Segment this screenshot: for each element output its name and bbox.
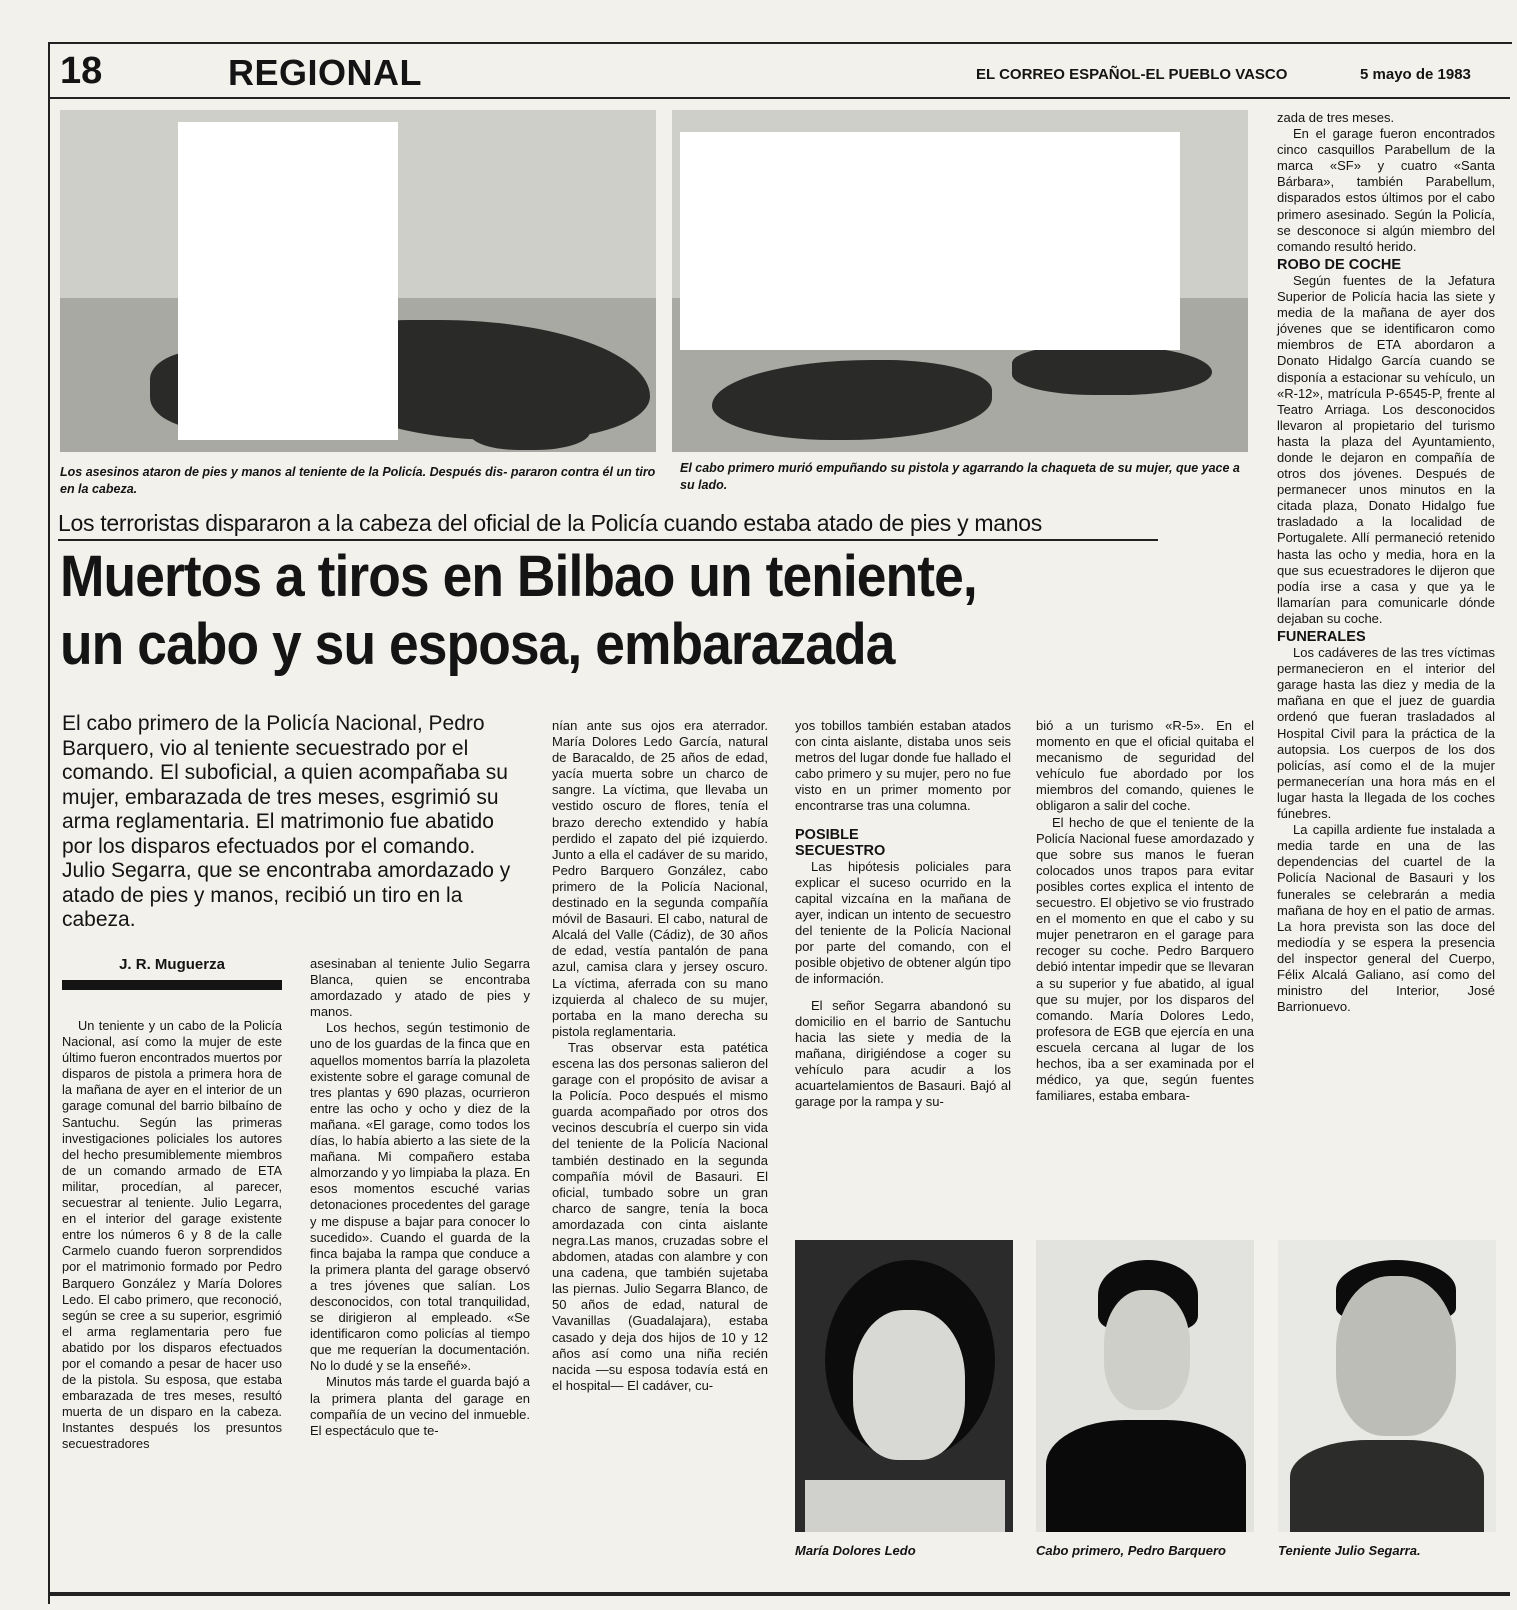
portrait-caption-pedro: Cabo primero, Pedro Barquero bbox=[1036, 1543, 1226, 1558]
crime-scene-photo-left bbox=[60, 110, 656, 452]
column-6-paragraph-1: zada de tres meses. bbox=[1277, 110, 1395, 125]
page-bottom-rule bbox=[48, 1592, 1510, 1596]
article-column-6 bbox=[1277, 110, 1495, 1015]
column-4-paragraph-1: yos tobillos también estaban atados con cinta aislante, distaba unos seis metros del lugar donde fue hallado el cabo primero y su mujer, pero no fue visto en un primer momento por encontrarse tras una columna. bbox=[795, 718, 1011, 814]
article-headline bbox=[60, 543, 1127, 679]
subheading-funerales: FUNERALES bbox=[1277, 629, 1366, 645]
crime-scene-photo-right bbox=[672, 110, 1248, 452]
column-6-paragraph-4: Los cadáveres de las tres víctimas permanecieron en el interior del garage hasta las diez y media de la mañana en que el juez de guardia ordenó que fueran trasladados al Hospital Civil para la práctica de la autopsia. Los cuerpos de los dos policías, así como el de la mujer permanecerían una hora más en el lugar hasta la llegada de los coches fúnebres. bbox=[1277, 645, 1495, 822]
column-5-paragraph-2: El hecho de que el teniente de la Policía Nacional fuese amordazado y que sobre sus manos le fueran colocados unos trapos para evitar posibles cortes explica el intento de secuestro. El objetivo se vio frustrado en el momento en que el cabo y su mujer penetraron en el garage para recoger su coche. Pedro Barquero debió intentar impedir que se llevaran a su superior y fue abatido, al igual que su mujer, por los disparos del comando. María Dolores Ledo, profesora de EGB que ejercía en una escuela cercana al lugar de los hechos, iba a ser examinada por el médico, ya que, según fuentes familiares, estaba embara- bbox=[1036, 814, 1254, 1104]
column-5-paragraph-1: bió a un turismo «R-5». En el momento en que el oficial quitaba el mecanismo de seguridad del vehículo fue abordado por los miembros del comando, quienes le obligaron a salir del coche. bbox=[1036, 718, 1254, 814]
article-column-1 bbox=[62, 1018, 282, 1453]
page-number: 18 bbox=[60, 50, 103, 92]
column-2-paragraph-2: Los hechos, según testimonio de uno de los guardas de la finca que en aquellos momentos barría la plazoleta existente sobre el garage comunal de tres plantas y 690 plazas, ocurrieron entre las ocho y ocho y diez de la mañana. «El garage, como todos los días, lo había abierto a las siete de la mañana. Mi compañero estaba almorzando y yo limpiaba la plaza. En esos momentos escuché varias detonaciones procedentes del garage y me dispuse a bajar para conocer lo sucedido». Cuando el guarda de la finca bajaba la rampa que conduce a la primera planta del garage observó a tres jóvenes que salían. Los desconocidos, con total tranquilidad, se dirigieron al empleado. «Se identificaron como policías al tiempo que me requerían la documentación. No lo dudé y se la enseñé». bbox=[310, 1020, 530, 1374]
photo-caption-left: Los asesinos ataron de pies y manos al teniente de la Policía. Después dis- pararon contra él un tiro en la cabeza. bbox=[60, 465, 656, 496]
article-column-2 bbox=[310, 956, 530, 1439]
column-4-paragraph-2: Las hipótesis policiales para explicar el suceso ocurrido en la capital vizcaína en la mañana de ayer, indican un intento de secuestro del teniente de la Policía Nacional por parte del comando, con el posible objetivo de obtener algún tipo de información. bbox=[795, 858, 1011, 987]
photo-caption-right: El cabo primero murió empuñando su pistola y agarrando la chaqueta de su mujer, que yace a su lado. bbox=[680, 461, 1240, 492]
portrait-caption-julio: Teniente Julio Segarra. bbox=[1278, 1543, 1421, 1558]
column-3-paragraph-1: nían ante sus ojos era aterrador. María Dolores Ledo García, natural de Baracaldo, de 25 años de edad, yacía muerta sobre un charco de sangre. La víctima, que llevaba un vestido oscuro de flores, tenía el brazo derecho extendido y había perdido el zapato del pié izquierdo. Junto a ella el cadáver de su marido, Pedro Barquero González, cabo primero de la Policía Nacional, destinado en la segunda compañía móvil de Basauri. El cabo, natural de Alcalá del Valle (Cádiz), de 30 años de edad, vestía pantalón de pana azul, camisa clara y jersey oscuro. La víctima, aferrada con su mano izquierda al chaleco de su mujer, portaba en la mano derecha su pistola reglamentaria. bbox=[552, 718, 768, 1039]
column-3-paragraph-2: Tras observar esta patética escena las dos personas salieron del garage con el propósito de avisar a la Policía. Poco después el mismo guarda acompañado por otros dos vecinos descubría el cuerpo sin vida del teniente de la Policía Nacional también destinado en la segunda compañía móvil de Basauri. El oficial, tumbado sobre un gran charco de sangre, tenía la boca amordazada con cinta aislante negra.Las manos, cruzadas sobre el abdomen, atadas con alambre y con una cadena, que también sujetaba las piernas. Julio Segarra Blanco, de 50 años de edad, natural de Vavanillas (Guadalajara), estaba casado y deja dos hijos de 10 y 12 años así como una niña recién nacida —su esposa todavía está en el hospital— El cadáver, cu- bbox=[552, 1039, 768, 1393]
headline-line-1: Muertos a tiros en Bilbao un teniente, bbox=[60, 544, 977, 609]
article-column-4 bbox=[795, 718, 1011, 1110]
subheading-robo-de-coche: ROBO DE COCHE bbox=[1277, 256, 1402, 273]
subheading-posible-secuestro: POSIBLE SECUESTRO bbox=[795, 826, 886, 859]
column-6-paragraph-3: Según fuentes de la Jefatura Superior de Policía hacia las siete y media de la mañana de ayer dos jóvenes que se identificaron como miembros de ETA abordaron a Donato Hidalgo García cuando se disponía a estacionar su vehículo, un «R-12», matrícula P-6545-P, frente al Teatro Arriaga. Los desconocidos llevaron al propietario del turismo hasta la plaza del Ayuntamiento, donde le dejaron en compañía de otros dos jóvenes. Después de permanecer unos minutos en la citada plaza, Donato Hidalgo fue trasladado a la localidad de Portugalete. Allí permaneció retenido hasta las ocho y media, hora en la que sus ecuestradores le dijeron que podía irse a casa y que ya le llamarían para comunicarle dónde dejaban su coche. bbox=[1277, 272, 1495, 626]
article-column-5 bbox=[1036, 718, 1254, 1104]
portrait-pedro-barquero bbox=[1036, 1240, 1254, 1532]
newspaper-name: EL CORREO ESPAÑOL-EL PUEBLO VASCO bbox=[976, 66, 1288, 83]
column-6-paragraph-5: La capilla ardiente fue instalada a media tarde en una de las dependencias del cuartel de la Policía Nacional de Basauri y los funerales se celebrarán a media mañana de hoy en el patio de armas. La hora prevista son las doce del mediodía y se espera la presencia del inspector general del Cuerpo, Félix Alcalá Galiano, así como del ministro del Interior, José Barrionuevo. bbox=[1277, 822, 1495, 1015]
column-2-paragraph-1: asesinaban al teniente Julio Segarra Blanca, quien se encontraba amordazado y atado de pies y manos. bbox=[310, 956, 530, 1020]
portrait-julio-segarra bbox=[1278, 1240, 1496, 1532]
column-2-paragraph-3: Minutos más tarde el guarda bajó a la primera planta del garage en compañía de un vecino del inmueble. El espectáculo que te- bbox=[310, 1374, 530, 1438]
article-column-3 bbox=[552, 718, 768, 1394]
headline-line-2: un cabo y su esposa, embarazada bbox=[60, 612, 895, 677]
column-6-paragraph-2: En el garage fueron encontrados cinco casquillos Parabellum de la marca «SF» y cuatro «Santa Bárbara», también Parabellum, disparados estos últimos por el cabo primero asesinado. Según la Policía, se desconoce si algún miembro del comando resultó herido. bbox=[1277, 126, 1495, 254]
byline: J. R. Muguerza bbox=[119, 956, 225, 973]
portrait-maria-dolores-ledo bbox=[795, 1240, 1013, 1532]
article-lead: El cabo primero de la Policía Nacional, Pedro Barquero, vio al teniente secuestrado por el comando. El suboficial, a quien acompañaba su mujer, embarazada de tres meses, esgrimió su arma reglamentaria. El matrimonio fue abatido por los disparos efectuados por el comando. Julio Segarra, que se encontraba amordazado y atado de pies y manos, recibió un tiro en la cabeza. bbox=[62, 712, 511, 931]
issue-date: 5 mayo de 1983 bbox=[1360, 66, 1471, 83]
portrait-caption-maria: María Dolores Ledo bbox=[795, 1543, 916, 1558]
section-title: REGIONAL bbox=[228, 52, 423, 93]
masthead bbox=[48, 42, 1510, 99]
column-4-paragraph-3: El señor Segarra abandonó su domicilio en el barrio de Santuchu hacia las siete y media de la mañana, dirigiéndose a coger su vehículo para acudir a los acuartelamientos de Basauri. Bajó al garage por la rampa y su- bbox=[795, 997, 1011, 1110]
article-kicker: Los terroristas dispararon a la cabeza del oficial de la Policía cuando estaba atado de pies y manos bbox=[58, 510, 1158, 541]
byline-rule bbox=[62, 980, 282, 990]
column-1-text: Un teniente y un cabo de la Policía Nacional, así como la mujer de este último fueron encontrados muertos por disparos de pistola a primera hora de la mañana de ayer en el interior de un garage comunal del barrio bilbaíno de Santuchu. Según las primeras investigaciones policiales los autores del hecho presumiblemente miembros de un comando armado de ETA militar, procedían, al parecer, secuestrar al teniente. Julio Legarra, en el interior del garage existente entre los números 6 y 8 de la calle Carmelo cuando fueron sorprendidos por el matrimonio formado por Pedro Barquero González y María Dolores Ledo. El cabo primero, que reconoció, según se cree a su superior, esgrimió el arma reglamentaria pero fue abatido por los disparos efectuados por el comando a pesar de hacer uso de la pistola. Su esposa, que estaba embarazada de tres meses, resultó muerta de un disparo en la cabeza. Instantes después los presuntos secuestradores bbox=[62, 1018, 282, 1452]
